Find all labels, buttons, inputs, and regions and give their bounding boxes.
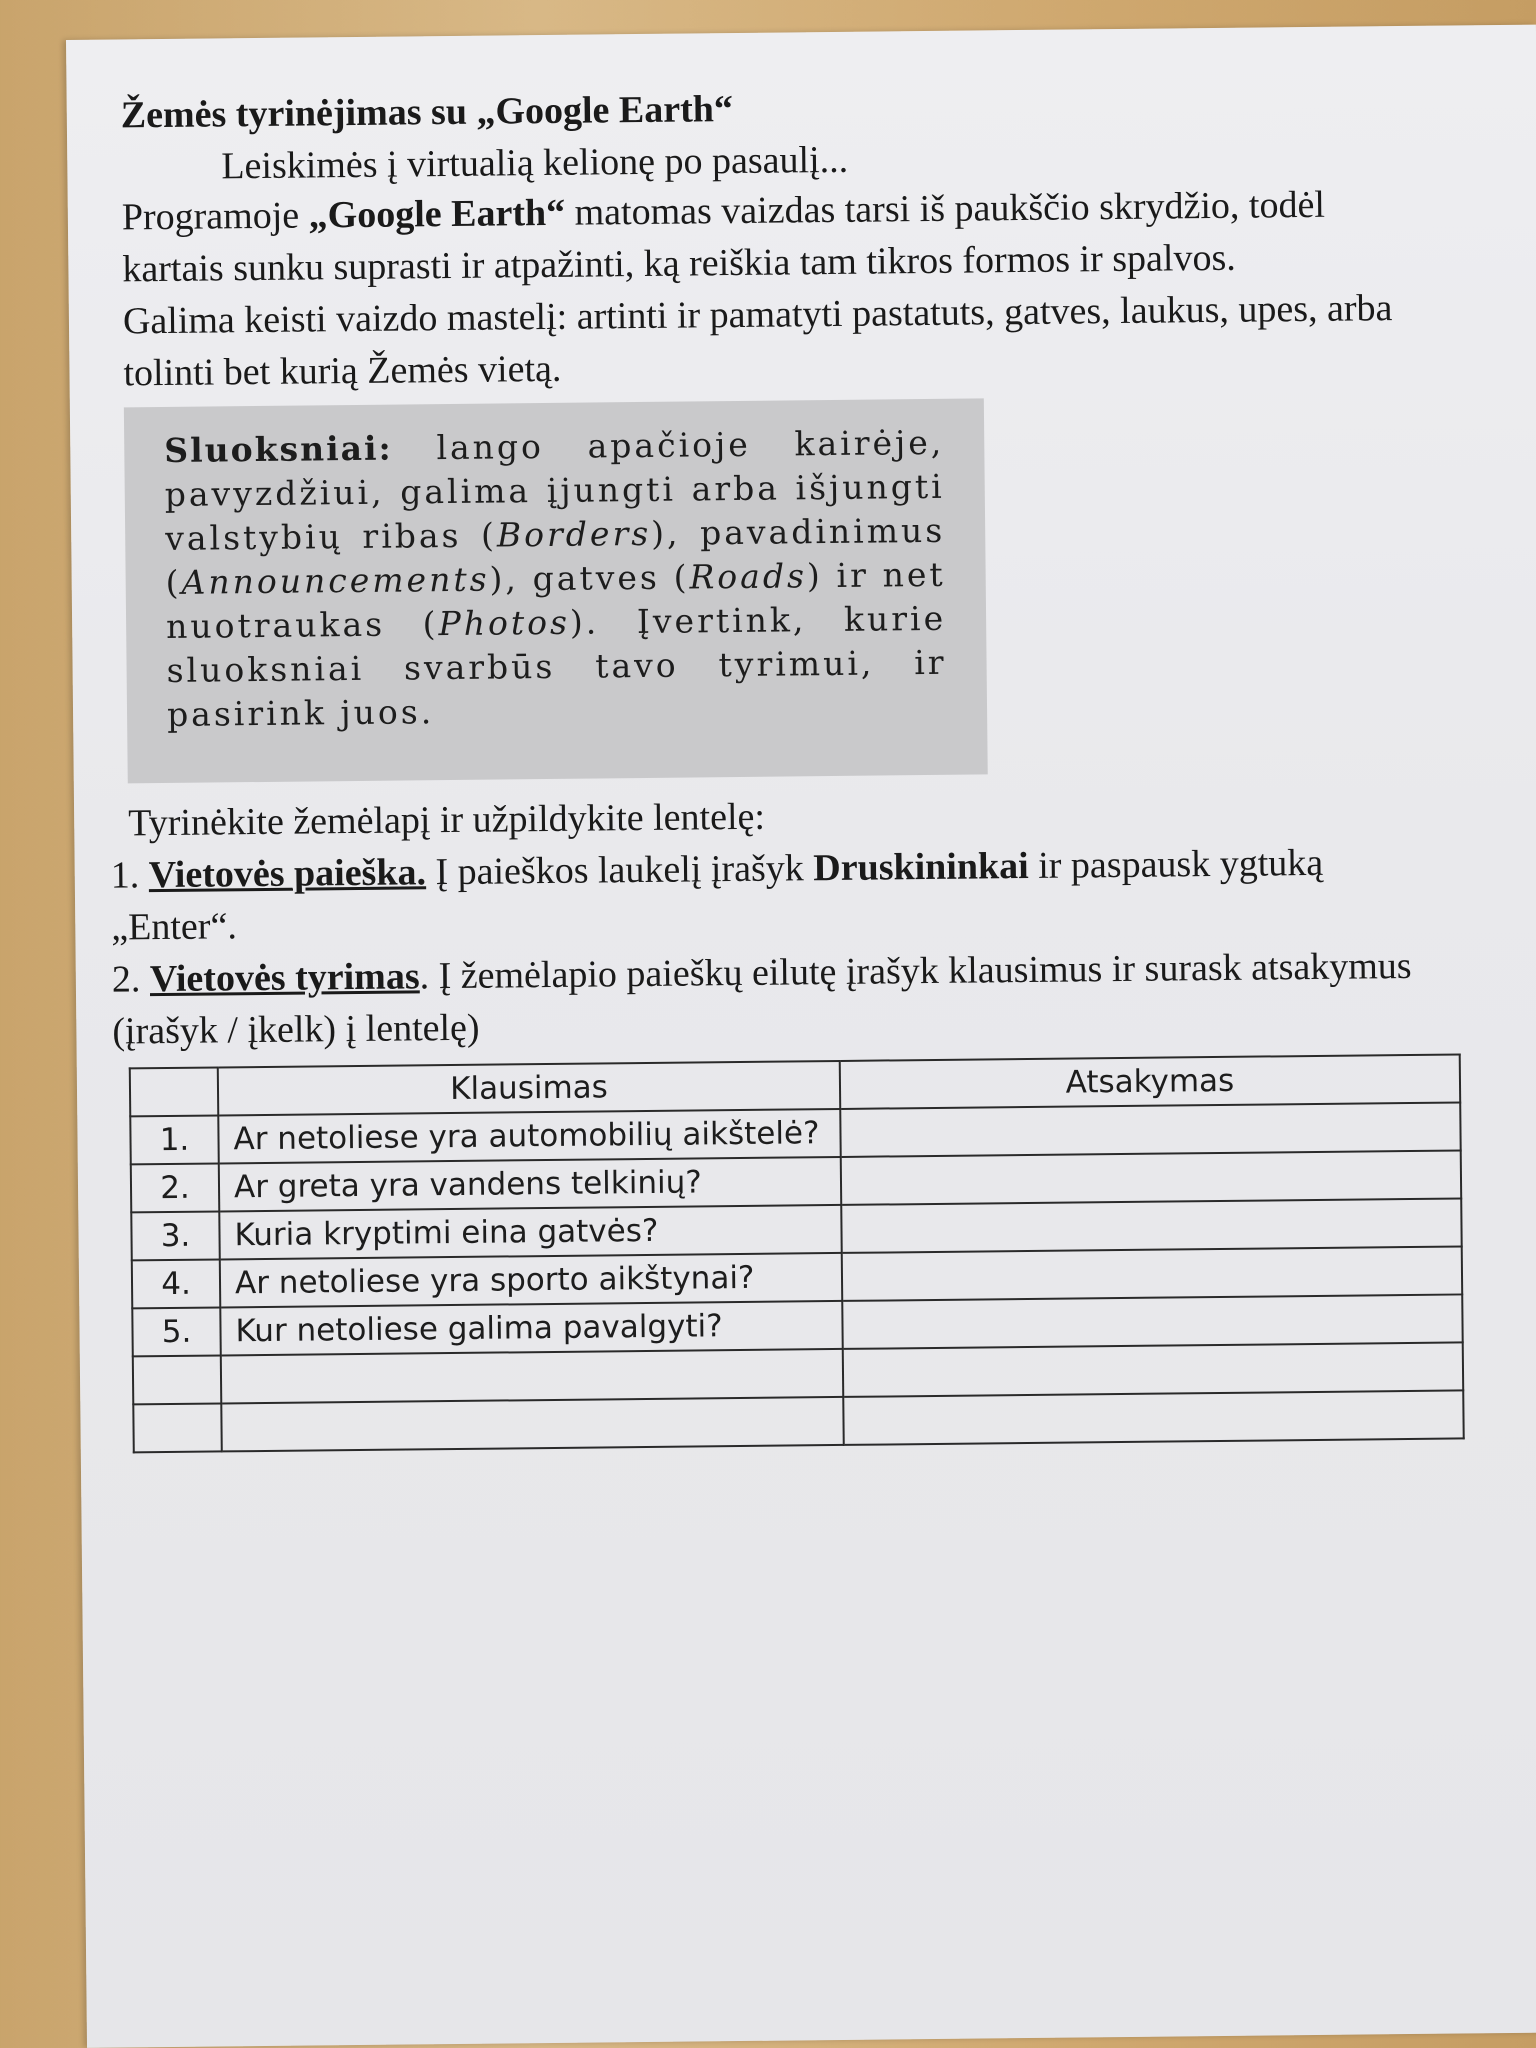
row-answer-cell[interactable]: [843, 1390, 1463, 1444]
step-1-number: 1.: [110, 854, 149, 897]
row-answer-cell[interactable]: [840, 1102, 1460, 1156]
row-number: 4.: [132, 1259, 220, 1308]
intro-paragraph: [122, 178, 1413, 296]
row-question[interactable]: [221, 1397, 843, 1452]
question-answer-table: [129, 1053, 1465, 1453]
layers-roads: Roads: [689, 556, 808, 597]
row-question[interactable]: [221, 1349, 843, 1404]
layers-text-3: ), gatves (: [489, 557, 690, 599]
worksheet-title: Žemės tyrinėjimas su „Google Earth“: [120, 88, 734, 137]
intro-text-start: Programoje: [121, 194, 309, 239]
table-instruction: Tyrinėkite žemėlapį ir užpildykite lentelę:: [127, 795, 766, 845]
intro-text-end: matomas vaizdas tarsi iš paukščio skrydžio, todėl kartais sunku suprasti ir atpažinti, ką reiškia tam tikros formos ir spalvos.: [122, 183, 1326, 291]
row-answer-cell[interactable]: [841, 1198, 1461, 1252]
layers-text-4: ) ir net nuotraukas (: [165, 554, 946, 646]
layers-photos: Photos: [438, 602, 571, 644]
header-number-cell: [130, 1067, 218, 1116]
step-2: [112, 940, 1423, 1058]
row-question: Ar greta yra vandens telkinių?: [219, 1157, 841, 1212]
step-1-text-1: Į paieškos laukelį įrašyk: [425, 847, 814, 894]
step-1-title: Vietovės paieška.: [148, 851, 427, 897]
row-number: [133, 1355, 221, 1404]
row-number: 1.: [130, 1115, 218, 1164]
layers-heading: Sluoksniai:: [164, 428, 393, 470]
row-number: 3.: [131, 1211, 219, 1260]
row-number: [133, 1403, 221, 1452]
lead-sentence: Leiskimės į virtualią kelionę po pasaulį...: [221, 138, 849, 188]
row-answer-cell[interactable]: [842, 1246, 1462, 1300]
layers-text-5: ). Įvertink, kurie sluoksniai svarbūs tavo tyrimui, ir pasirink juos.: [166, 598, 947, 734]
layers-borders: Borders: [496, 513, 652, 555]
row-answer-cell[interactable]: [841, 1150, 1461, 1204]
step-2-number: 2.: [111, 958, 151, 1001]
step-1: [110, 836, 1421, 954]
row-question: Ar netoliese yra sporto aikštynai?: [220, 1253, 842, 1308]
header-answer: Atsakymas: [840, 1054, 1460, 1108]
row-answer-cell[interactable]: [843, 1342, 1463, 1396]
layers-announcements: Announcements: [181, 559, 490, 602]
worksheet-paper: [66, 25, 1536, 2048]
step-2-text: . Į žemėlapio paieškų eilutę įrašyk klausimus ir surask atsakymus (įrašyk / įkelk) į lentelę): [112, 944, 1412, 1053]
layers-info-box: [124, 398, 988, 783]
header-question: Klausimas: [218, 1061, 840, 1116]
step-1-place: Druskininkai: [813, 844, 1029, 890]
layers-text-1: lango apačioje kairėje, pavyzdžiui, galima įjungti arba išjungti valstybių ribas (: [164, 422, 945, 558]
worksheet-content: [110, 78, 1465, 1454]
step-2-title: Vietovės tyrimas: [149, 955, 420, 1001]
intro-app-name: „Google Earth“: [308, 191, 566, 237]
row-question: Kuria kryptimi eina gatvės?: [219, 1205, 841, 1260]
row-answer-cell[interactable]: [842, 1294, 1462, 1348]
row-number: 2.: [131, 1163, 219, 1212]
row-question: Ar netoliese yra automobilių aikštelė?: [218, 1109, 840, 1164]
layers-text-2: ), pavadinimus (: [165, 510, 946, 602]
row-number: 5.: [132, 1307, 220, 1356]
step-1-text-2: ir paspausk ygtuką „Enter“.: [111, 841, 1324, 949]
row-question: Kur netoliese galima pavalgyti?: [220, 1301, 842, 1356]
zoom-paragraph: Galima keisti vaizdo mastelį: artinti ir pamatyti pastatuts, gatves, laukus, upes, arba tolinti bet kurią Žemės vietą.: [122, 287, 1393, 395]
